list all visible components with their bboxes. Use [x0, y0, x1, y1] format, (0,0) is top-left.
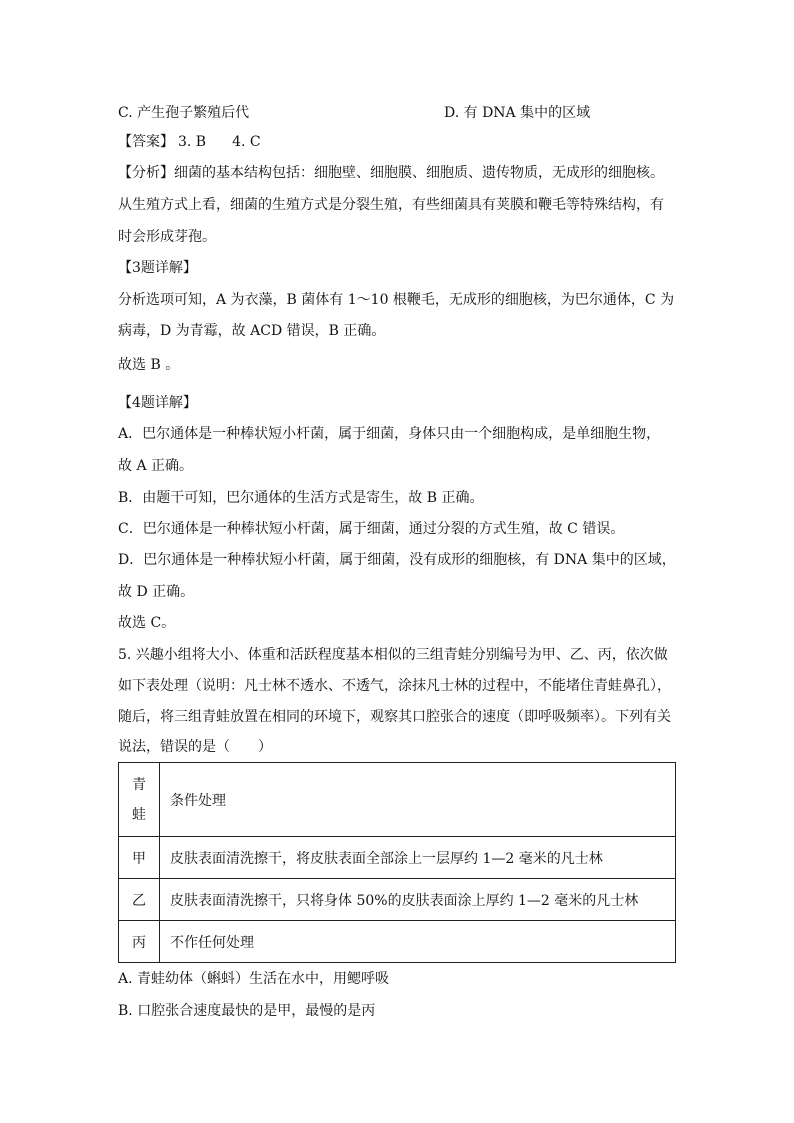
header-treatment-cell [160, 763, 676, 837]
question5-line-2: 如下表处理（说明：凡士林不透水、不透气，涂抹凡士林的过程中，不能堵住青蛙鼻孔）， [118, 678, 671, 694]
detail4-a-line-1: A．巴尔通体是一种棒状短小杆菌，属于细菌，身体只由一个细胞构成，是单细胞生物， [118, 426, 661, 442]
question5-line-1: 5. 兴趣小组将大小、体重和活跃程度基本相似的三组青蛙分别编号为甲、乙、丙，依次做 [118, 647, 668, 663]
answer-label: 【答案】 [118, 134, 174, 150]
frog-cell: 甲 [119, 837, 160, 879]
detail4-heading: 【4题详解】 [118, 395, 197, 411]
option-c: C. 产生孢子繁殖后代 [118, 105, 250, 121]
frog-cell: 丙 [119, 921, 160, 963]
detail3-conclusion: 故选 B 。 [118, 357, 180, 373]
options-row-cd [118, 102, 678, 122]
table-row [119, 879, 676, 921]
question5-option-a: A. 青蛙幼体（蝌蚪）生活在水中，用鳃呼吸 [118, 971, 390, 987]
condition-table [118, 762, 676, 963]
detail4-a-line-2: 故 A 正确。 [118, 458, 194, 474]
table-row [119, 921, 676, 963]
detail3-line-1: 分析选项可知，A 为衣藻，B 菌体有 1～10 根鞭毛，无成形的细胞核，为巴尔通体，C 为 [118, 292, 675, 308]
table-header-row [119, 763, 676, 837]
question5-line-3: 随后，将三组青蛙放置在相同的环境下，观察其口腔张合的速度（即呼吸频率）。下列有关 [118, 709, 671, 725]
analysis-line-2: 从生殖方式上看，细菌的生殖方式是分裂生殖，有些细菌具有荚膜和鞭毛等特殊结构，有 [118, 197, 664, 213]
detail3-line-2: 病毒，D 为青霉，故 ACD 错误，B 正确。 [118, 323, 386, 339]
frog-cell: 乙 [119, 879, 160, 921]
analysis-line-1: 【分析】细菌的基本结构包括：细胞壁、细胞膜、细胞质、遗传物质，无成形的细胞核。 [118, 165, 664, 181]
detail3-heading: 【3题详解】 [118, 260, 197, 276]
answer-q3: 3. B [178, 134, 207, 150]
detail4-d-line-1: D．巴尔通体是一种棒状短小杆菌，属于细菌，没有成形的细胞核，有 DNA 集中的区域， [118, 552, 676, 568]
treatment-cell: 皮肤表面清洗擦干，将皮肤表面全部涂上一层厚约 1—2 毫米的凡士林 [160, 837, 676, 879]
detail4-c: C．巴尔通体是一种棒状短小杆菌，属于细菌，通过分裂的方式生殖，故 C 错误。 [118, 521, 625, 537]
analysis-line-3: 时会形成芽孢。 [118, 229, 216, 245]
detail4-d-line-2: 故 D 正确。 [118, 584, 195, 600]
option-d: D. 有 DNA 集中的区域 [444, 105, 591, 121]
answer-line [118, 132, 261, 152]
header-treatment-label: 条件处理 [170, 792, 226, 809]
treatment-cell: 不作任何处理 [160, 921, 676, 963]
question5-option-b: B. 口腔张合速度最快的是甲，最慢的是丙 [118, 1003, 376, 1019]
treatment-cell: 皮肤表面清洗擦干，只将身体 50%的皮肤表面涂上厚约 1—2 毫米的凡士林 [160, 879, 676, 921]
detail4-b: B．由题干可知，巴尔通体的生活方式是寄生，故 B 正确。 [118, 490, 484, 506]
header-frog-label: 青蛙 [132, 776, 146, 823]
question5-line-4: 说法，错误的是（ ） [118, 739, 272, 755]
answer-q4: 4. C [232, 134, 261, 150]
detail4-conclusion: 故选 C。 [118, 615, 176, 631]
header-frog-cell [119, 763, 160, 837]
table-row [119, 837, 676, 879]
